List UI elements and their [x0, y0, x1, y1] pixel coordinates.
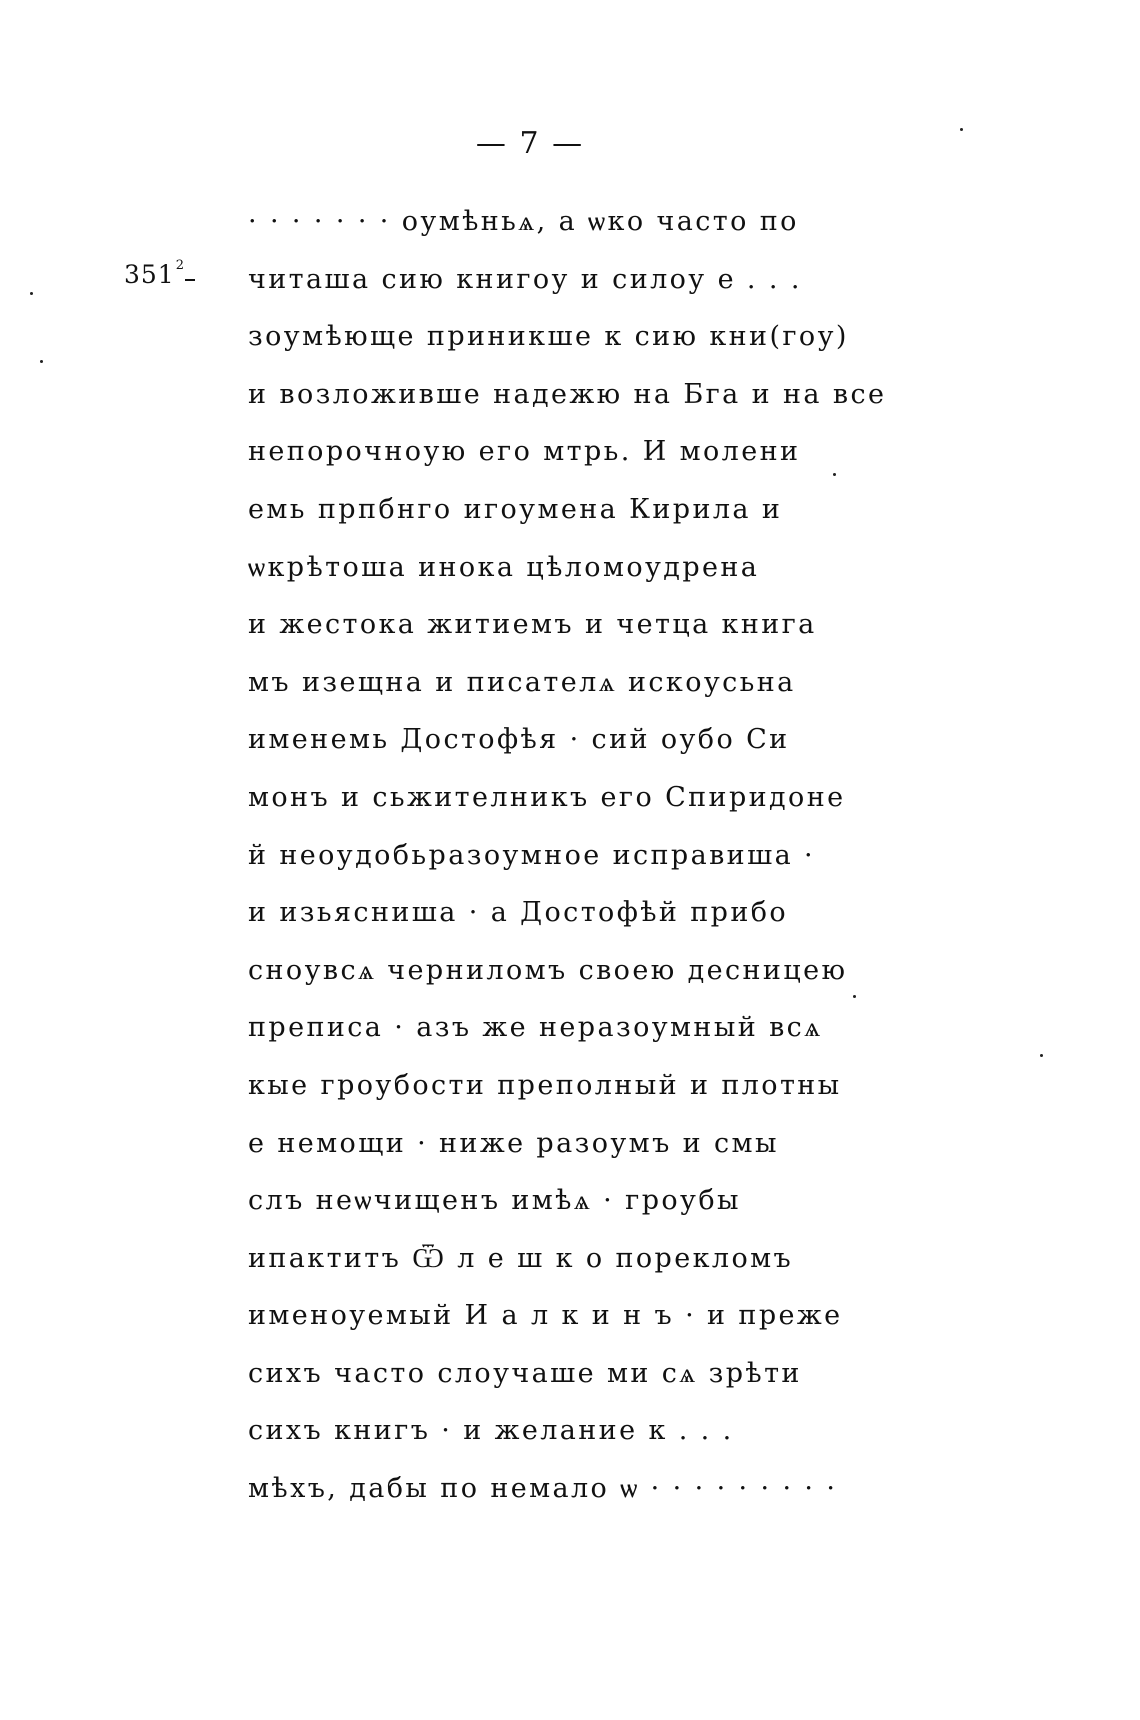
text-line: и изьясниша · а Достофѣй прибо — [248, 897, 789, 929]
text-line: мъ изещна и писателѧ искоусьна — [248, 666, 796, 698]
page-number: — 7 — — [475, 126, 585, 161]
text-line: и возложивше надежю на Бга и на все — [248, 378, 887, 410]
text-line: сноувсѧ черниломъ своею десницею — [248, 954, 848, 986]
text-body — [248, 193, 887, 1518]
text-line: именоуемый И а л к и н ъ · и преже — [248, 1300, 843, 1332]
text-line: сихъ книгъ · и желание к . . . — [248, 1415, 734, 1447]
scan-speck — [960, 128, 963, 131]
margin-note — [124, 258, 195, 289]
text-line: кые гроубости преполный и плотны — [248, 1069, 842, 1101]
scan-speck — [1040, 1054, 1043, 1057]
scan-speck — [853, 995, 856, 998]
text-line: ипактитъ Ѿ л е ш к о порекломъ — [248, 1242, 794, 1274]
text-line: е немощи · ниже разоумъ и смы — [248, 1127, 779, 1159]
text-line: именемь Достофѣя · сий оубо Си — [248, 724, 790, 756]
margin-note-underline — [185, 279, 195, 281]
text-line: сихъ часто слоучаше ми сѧ зрѣти — [248, 1357, 802, 1389]
text-line: читаша сию книгоу и силоу е . . . — [248, 263, 802, 295]
text-line: емь прпбнго игоумена Кирила и — [248, 493, 783, 525]
scan-speck — [30, 292, 33, 295]
text-line: й неоудобьразоумное исправиша · — [248, 839, 816, 871]
text-line: монъ и сьжителникъ его Спиридоне — [248, 781, 846, 813]
text-line: и жестока житиемъ и четца книга — [248, 609, 817, 641]
scan-speck — [833, 473, 836, 476]
scan-speck — [40, 360, 43, 363]
text-line: мѣхъ, дабы по немало ѡ · · · · · · · · · — [248, 1473, 838, 1505]
text-line: · · · · · · · оумѣньѧ, а ѡко часто по — [248, 206, 799, 237]
margin-note-superscript: 2 — [175, 258, 185, 273]
text-line: преписа · азъ же неразоумный всѧ — [248, 1012, 823, 1044]
text-line: зоумѣюще приникше к сию кни(гоу) — [248, 321, 849, 353]
margin-note-number: 351 — [124, 260, 175, 289]
text-line: непорочноую его мтрь. И молени — [248, 436, 801, 468]
text-line: слъ неѡчищенъ имѣѧ · гроубы — [248, 1185, 741, 1217]
text-line: ѡкрѣтоша инока цѣломоудрена — [248, 551, 760, 583]
